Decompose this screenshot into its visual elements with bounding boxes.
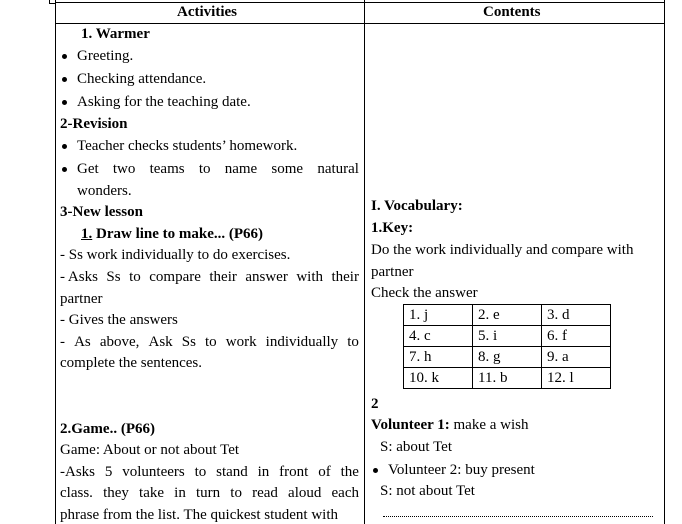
game-title: 2.Game.. (P66) [60,421,155,437]
new-lesson-line: - Gives the answers [60,312,178,328]
table-row [404,368,611,389]
revision-item-justified: Get two teams to name some natural [77,161,359,177]
answer-cell: 8. g [473,347,542,368]
contents-line: Do the work individually and compare with [371,242,634,258]
game-line: phrase from the list. The quickest student with [60,507,339,523]
answer-cell: 6. f [542,326,611,347]
answer-cell: 11. b [473,368,542,389]
key-title: 1.Key: [371,220,414,236]
answer-cell: 7. h [404,347,473,368]
answer-cell: 1. j [404,305,473,326]
table-row [404,326,611,347]
contents-line: Check the answer [371,285,478,301]
section-number: 2 [371,396,379,412]
game-line-justified: -Asks 5 volunteers to stand in front of the [60,464,359,480]
answer-cell: 12. l [542,368,611,389]
game-line: Game: About or not about Tet [60,442,240,458]
table-row [404,305,611,326]
new-lesson-line: partner [60,291,103,307]
answer-cell: 2. e [473,305,542,326]
revision-item-continued: wonders. [77,183,132,199]
new-lesson-line: complete the sentences. [60,355,203,371]
header-activities: Activities [177,4,237,20]
answer-cell: 10. k [404,368,473,389]
draw-line-heading: 1. Draw line to make... (P66) [81,226,264,242]
table-top-border [55,2,665,3]
table-right-border [664,0,665,524]
new-lesson-line-justified: - Asks Ss to compare their answer with their [60,269,359,285]
answer-cell: 3. d [542,305,611,326]
new-lesson-title: 3-New lesson [60,204,143,220]
volunteer-1-line: Volunteer 1: make a wish [371,417,529,433]
contents-line: S: about Tet [380,439,453,455]
game-line-justified: class. they take in turn to read aloud each [60,485,359,501]
dotted-separator [383,516,653,517]
header-contents: Contents [483,4,541,20]
revision-title: 2-Revision [60,116,128,132]
revision-item: Teacher checks students’ homework. [77,138,298,154]
contents-line: partner [371,264,414,280]
vocabulary-title: I. Vocabulary: [371,198,463,214]
warmer-item: Checking attendance. [77,71,207,87]
answer-cell: 4. c [404,326,473,347]
warmer-item: Asking for the teaching date. [77,94,251,110]
answer-key-table [403,304,611,389]
header-bottom-border [55,23,665,24]
warmer-item: Greeting. [77,48,134,64]
column-divider [364,0,365,524]
new-lesson-line: - Ss work individually to do exercises. [60,247,291,263]
new-lesson-line-justified: - As above, Ask Ss to work individually to [60,334,359,350]
volunteer-2-line: Volunteer 2: buy present [388,462,535,478]
table-row [404,347,611,368]
contents-line: S: not about Tet [380,483,475,499]
answer-cell: 9. a [542,347,611,368]
table-left-border [55,0,56,524]
answer-cell: 5. i [473,326,542,347]
warmer-title: 1. Warmer [81,26,150,42]
